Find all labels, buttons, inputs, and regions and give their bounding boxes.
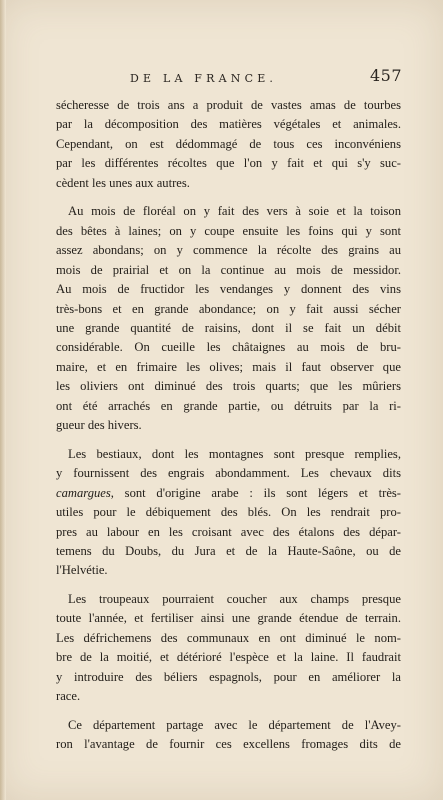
text-line: Au mois de floréal on y fait des vers à soie et la toison [68,204,401,219]
text-line: Cependant, on est dédommagé de tous ces inconvéniens [56,136,401,151]
italic-term: camargues [56,485,111,500]
text-line: l'Helvétie. [56,563,108,578]
text-line: bre de la moitié, et détérioré l'espèce et la laine. Il faudrait [56,650,401,665]
text-line: y fournissent des engrais abondamment. Les chevaux dits [56,466,401,481]
text-line: Les bestiaux, dont les montagnes sont presque remplies, [68,446,401,461]
text-line: gueur des hivers. [56,418,142,433]
text-line: très-bons et en grande abondance; on y fait aussi sécher [56,301,401,316]
text-line: maire, et en frimaire les olives; mais il faut observer que [56,359,401,374]
text-line: utiles pour le débiquement des blés. On les rendrait pro- [56,505,401,520]
text-line: des bêtes à laines; on y coupe ensuite les foins qui y sont [56,223,401,238]
paragraph-2 [56,202,401,435]
text-line: camargues, sont d'origine arabe : ils sont légers et très- [56,485,401,500]
text-line: race. [56,689,81,704]
text-line: y introduire des béliers espagnols, pour en améliorer la [56,669,401,684]
text-line: les oliviers ont diminué des trois quarts; que les mûriers [56,379,401,394]
text-line: Les défrichemens des communaux en ont diminué le nom- [56,630,401,645]
text-line: Au mois de fructidor les vendanges y donnent des vins [56,282,401,297]
text-line: mois de prairial et on la continue au mois de messidor. [56,262,401,277]
paragraph-1 [56,96,401,193]
text-line: sécheresse de trois ans a produit de vastes amas de tourbes [56,98,401,112]
page-edge-shadow [0,0,6,800]
text-line: assez abondans; on y commence la récolte des grains au [56,243,401,258]
text-line: temens du Doubs, du Jura et de la Haute-Saône, ou de [56,543,401,558]
text-line: ron l'avantage de fournir ces excellens fromages dits de [56,737,401,752]
text-line: par la décomposition des matières végétales et animales. [56,117,401,132]
text-line: une grande quantité de raisins, dont il se fait un débit [56,320,401,335]
text-line: considérable. On cueille les châtaignes au mois de bru- [56,340,401,355]
paragraph-4 [56,590,401,707]
running-title: DE LA FRANCE. [130,72,278,85]
text-line: ont été arrachés en grande partie, ou détruits par la ri- [56,398,401,413]
paragraph-5 [56,716,401,755]
text-line: Les troupeaux pourraient coucher aux champs presque [68,591,401,606]
text-line: Ce département partage avec le département de l'Avey- [68,717,401,732]
text-line: cèdent les unes aux autres. [56,175,190,190]
page-header [0,66,443,92]
text-line: pres au labour en les croisant avec des étalons des dépar- [56,524,401,539]
text-line: par les différentes récoltes que l'on y fait et qui s'y suc- [56,156,401,171]
body-text [56,96,401,755]
paragraph-3 [56,445,401,581]
page-number: 457 [370,66,403,85]
text-line: toute l'année, et fertiliser ainsi une grande étendue de terrain. [56,611,401,626]
